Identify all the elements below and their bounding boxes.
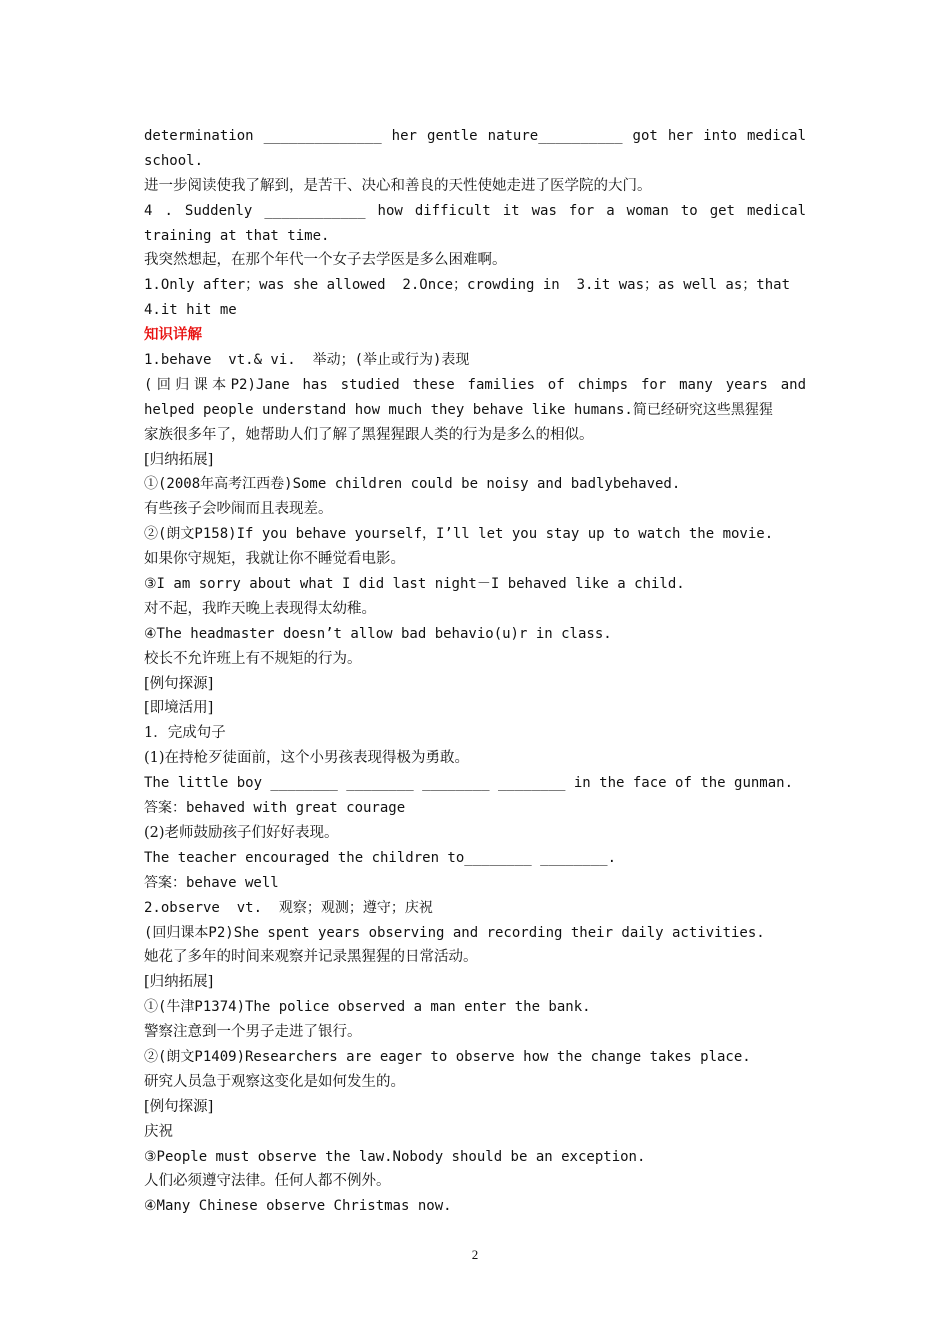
text-line: 1．完成句子 [144, 725, 226, 742]
document-body [144, 124, 806, 1219]
text-line: 答案：behaved with great courage [144, 800, 406, 817]
text-line: 她花了多年的时间来观察并记录黑猩猩的日常活动。 [144, 949, 478, 966]
text-line: 对不起，我昨天晚上表现得太幼稚。 [144, 600, 376, 617]
text-line: 4.it hit me [144, 302, 237, 319]
text-line: helped people understand how much they behave like humans.简已经研究这些黑猩猩 [144, 401, 773, 418]
text-line: ①(牛津P1374)The police observed a man enter the bank. [144, 999, 591, 1016]
text-line: (1)在持枪歹徒面前，这个小男孩表现得极为勇敢。 [144, 750, 470, 767]
text-line: 研究人员急于观察这变化是如何发生的。 [144, 1073, 405, 1090]
text-line: [例句探源] [144, 1098, 214, 1115]
text-line: 家族很多年了，她帮助人们了解了黑猩猩跟人类的行为是多么的相似。 [144, 426, 594, 443]
text-line: ①(2008年高考江西卷)Some children could be noisy and badlybehaved. [144, 476, 681, 493]
text-line: 4 . Suddenly ____________ how difficult it was for a woman to get medical [144, 202, 806, 219]
text-line: 校长不允许班上有不规矩的行为。 [144, 650, 362, 667]
text-line: 1.behave vt.& vi. 举动；(举止或行为)表现 [144, 352, 470, 369]
page-number: 2 [471, 1247, 479, 1262]
text-line: [归纳拓展] [144, 974, 214, 991]
section-heading: 知识详解 [144, 327, 202, 344]
text-line: 庆祝 [144, 1123, 173, 1140]
text-line: (回归课本P2)Jane has studied these families of chimps for many years and [144, 376, 806, 393]
text-line: ②(朗文P1409)Researchers are eager to observe how the change takes place. [144, 1048, 751, 1065]
text-line: (回归课本P2)She spent years observing and recording their daily activities. [144, 924, 765, 941]
text-line: 我突然想起，在那个年代一个女子去学医是多么困难啊。 [144, 252, 507, 269]
text-line: The teacher encouraged the children to________ ________. [144, 849, 617, 866]
text-line: ③People must observe the law.Nobody should be an exception. [144, 1148, 646, 1165]
text-line: [例句探源] [144, 675, 214, 692]
text-line: training at that time. [144, 227, 330, 244]
text-line: The little boy ________ ________ ________ ________ in the face of the gunman. [144, 775, 794, 792]
text-line: ③I am sorry about what I did last night－I behaved like a child. [144, 576, 685, 593]
text-line: 1.Only after；was she allowed 2.Once；crowding in 3.it was；as well as；that [144, 277, 791, 294]
text-line: determination ______________ her gentle nature__________ got her into medical [144, 128, 806, 144]
text-line: 进一步阅读使我了解到，是苦干、决心和善良的天性使她走进了医学院的大门。 [144, 177, 652, 194]
text-line: [即境活用] [144, 700, 214, 717]
text-line: ②(朗文P158)If you behave yourself，I’ll let you stay up to watch the movie. [144, 526, 774, 543]
text-line: (2)老师鼓励孩子们好好表现。 [144, 824, 339, 841]
text-line: 2.observe vt. 观察；观测；遵守；庆祝 [144, 899, 433, 916]
text-line: 如果你守规矩，我就让你不睡觉看电影。 [144, 551, 405, 568]
text-line: ④The headmaster doesn’t allow bad behavio(u)r in class. [144, 625, 612, 642]
text-line: [归纳拓展] [144, 451, 214, 468]
text-line: ④Many Chinese observe Christmas now. [144, 1198, 452, 1215]
text-line: 有些孩子会吵闹而且表现差。 [144, 501, 333, 518]
text-line: 警察注意到一个男子走进了银行。 [144, 1024, 362, 1041]
text-line: school. [144, 152, 204, 169]
text-line: 人们必须遵守法律。任何人都不例外。 [144, 1173, 391, 1190]
text-line: 答案：behave well [144, 874, 279, 891]
